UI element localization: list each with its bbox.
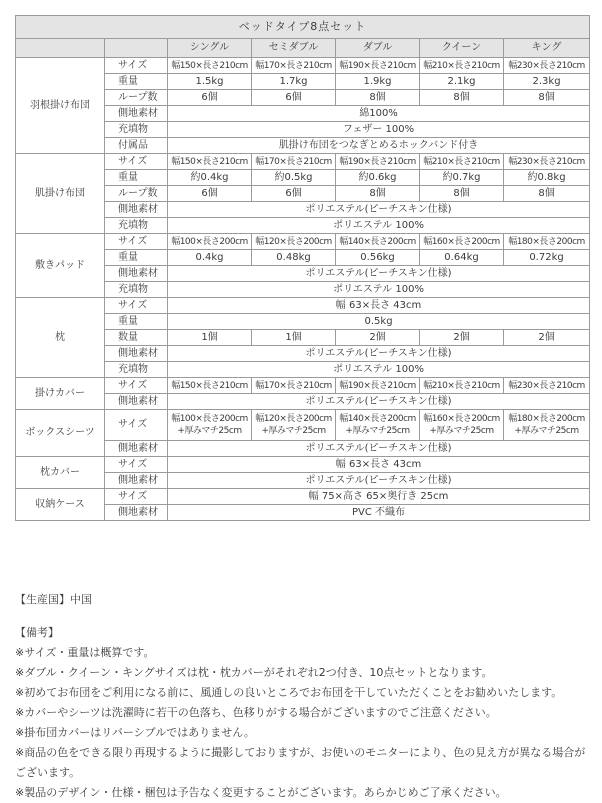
category-cell: 敷きパッド: [16, 234, 105, 298]
table-row: [16, 154, 590, 170]
attribute-label: 側地素材: [105, 394, 168, 410]
merged-value-cell: ポリエステル(ピーチスキン仕様): [168, 266, 590, 282]
merged-value-cell: フェザー 100%: [168, 122, 590, 138]
column-header: シングル: [168, 39, 252, 58]
value-cell: 幅100×長さ200cm +厚みマチ25cm: [168, 410, 252, 441]
merged-value-cell: ポリエステル 100%: [168, 362, 590, 378]
note-line: ※カバーやシーツは洗濯時に若干の色落ち、色移りがする場合がございますのでご注意ください。: [15, 706, 497, 719]
note-line: ※製品のデザイン・仕様・梱包は予告なく変更することがございます。あらかじめご了承ください。: [15, 786, 507, 799]
spec-table: [15, 15, 590, 521]
value-cell: 0.56kg: [336, 250, 420, 266]
value-cell: 約0.7kg: [420, 170, 504, 186]
merged-value-cell: 綿100%: [168, 106, 590, 122]
column-header: ダブル: [336, 39, 420, 58]
attribute-label: 付属品: [105, 138, 168, 154]
value-cell: 2.1kg: [420, 74, 504, 90]
spec-body: [16, 58, 590, 521]
value-cell: 幅170×長さ210cm: [252, 378, 336, 394]
column-header: セミダブル: [252, 39, 336, 58]
value-cell: 6個: [168, 90, 252, 106]
value-cell: 幅160×長さ200cm: [420, 234, 504, 250]
attribute-label: サイズ: [105, 234, 168, 250]
table-title: ベッドタイプ8点セット: [16, 16, 590, 39]
value-cell: 1個: [168, 330, 252, 346]
attribute-label: 充填物: [105, 362, 168, 378]
value-cell: 0.72kg: [504, 250, 590, 266]
value-cell: 幅230×長さ210cm: [504, 154, 590, 170]
value-cell: 2個: [504, 330, 590, 346]
value-cell: 8個: [504, 186, 590, 202]
category-cell: 肌掛け布団: [16, 154, 105, 234]
value-cell: 幅150×長さ210cm: [168, 58, 252, 74]
merged-value-cell: 肌掛け布団をつなぎとめるホックバンド付き: [168, 138, 590, 154]
value-cell: 8個: [504, 90, 590, 106]
merged-value-cell: 0.5kg: [168, 314, 590, 330]
attribute-label: ループ数: [105, 90, 168, 106]
value-cell: 0.4kg: [168, 250, 252, 266]
category-cell: 枕カバー: [16, 457, 105, 489]
attribute-label: 側地素材: [105, 505, 168, 521]
value-cell: 2個: [336, 330, 420, 346]
attribute-label: 重量: [105, 74, 168, 90]
attribute-label: 側地素材: [105, 473, 168, 489]
attribute-label: 側地素材: [105, 266, 168, 282]
notes-section: [15, 590, 590, 803]
attribute-label: サイズ: [105, 154, 168, 170]
attribute-label: サイズ: [105, 457, 168, 473]
value-cell: 8個: [336, 186, 420, 202]
attribute-label: ループ数: [105, 186, 168, 202]
note-line: ※商品の色をできる限り再現するように撮影しておりますが、お使いのモニターにより、色の見え方が異なる場合が: [15, 746, 586, 759]
attribute-label: 側地素材: [105, 346, 168, 362]
value-cell: 幅190×長さ210cm: [336, 58, 420, 74]
table-row: [16, 378, 590, 394]
value-cell: 幅190×長さ210cm: [336, 154, 420, 170]
attribute-label: サイズ: [105, 489, 168, 505]
value-cell: 1.7kg: [252, 74, 336, 90]
value-cell: 幅140×長さ200cm +厚みマチ25cm: [336, 410, 420, 441]
note-line: ※ダブル・クイーン・キングサイズは枕・枕カバーがそれぞれ2つ付き、10点セットとなります。: [15, 666, 493, 679]
value-cell: 幅180×長さ200cm: [504, 234, 590, 250]
value-cell: 6個: [168, 186, 252, 202]
value-cell: 幅210×長さ210cm: [420, 378, 504, 394]
value-cell: 幅160×長さ200cm +厚みマチ25cm: [420, 410, 504, 441]
merged-value-cell: ポリエステル(ピーチスキン仕様): [168, 202, 590, 218]
value-cell: 2.3kg: [504, 74, 590, 90]
attribute-label: 重量: [105, 250, 168, 266]
value-cell: 6個: [252, 186, 336, 202]
category-cell: 枕: [16, 298, 105, 378]
note-line: ※サイズ・重量は概算です。: [15, 646, 155, 659]
table-row: [16, 298, 590, 314]
table-row: [16, 58, 590, 74]
value-cell: 幅120×長さ200cm: [252, 234, 336, 250]
attribute-label: 側地素材: [105, 106, 168, 122]
value-cell: 8個: [336, 90, 420, 106]
value-cell: 0.64kg: [420, 250, 504, 266]
value-cell: 1.9kg: [336, 74, 420, 90]
corner-cell: [16, 39, 105, 58]
column-header: キング: [504, 39, 590, 58]
value-cell: 幅210×長さ210cm: [420, 154, 504, 170]
corner-cell: [105, 39, 168, 58]
value-cell: 8個: [420, 186, 504, 202]
merged-value-cell: ポリエステル(ピーチスキン仕様): [168, 441, 590, 457]
value-cell: 1.5kg: [168, 74, 252, 90]
column-header-row: [16, 39, 590, 58]
table-row: [16, 489, 590, 505]
value-cell: 幅230×長さ210cm: [504, 58, 590, 74]
merged-value-cell: 幅 75×高さ 65×奥行き 25cm: [168, 489, 590, 505]
attribute-label: 側地素材: [105, 202, 168, 218]
origin-text: 【生産国】中国: [15, 593, 92, 606]
value-cell: 幅170×長さ210cm: [252, 154, 336, 170]
category-cell: 掛けカバー: [16, 378, 105, 410]
merged-value-cell: 幅 63×長さ 43cm: [168, 298, 590, 314]
category-cell: 羽根掛け布団: [16, 58, 105, 154]
value-cell: 幅100×長さ200cm: [168, 234, 252, 250]
value-cell: 約0.4kg: [168, 170, 252, 186]
attribute-label: 重量: [105, 170, 168, 186]
attribute-label: 重量: [105, 314, 168, 330]
note-line: ※掛布団カバーはリバーシブルではありません。: [15, 726, 255, 739]
attribute-label: 数量: [105, 330, 168, 346]
column-header: クイーン: [420, 39, 504, 58]
attribute-label: 充填物: [105, 282, 168, 298]
value-cell: 幅150×長さ210cm: [168, 154, 252, 170]
merged-value-cell: ポリエステル 100%: [168, 282, 590, 298]
value-cell: 約0.6kg: [336, 170, 420, 186]
note-line: ございます。: [15, 766, 81, 779]
value-cell: 約0.8kg: [504, 170, 590, 186]
value-cell: 幅180×長さ200cm +厚みマチ25cm: [504, 410, 590, 441]
value-cell: 6個: [252, 90, 336, 106]
merged-value-cell: PVC 不織布: [168, 505, 590, 521]
value-cell: 幅140×長さ200cm: [336, 234, 420, 250]
attribute-label: 充填物: [105, 218, 168, 234]
attribute-label: サイズ: [105, 378, 168, 394]
table-row: [16, 457, 590, 473]
merged-value-cell: ポリエステル(ピーチスキン仕様): [168, 394, 590, 410]
attribute-label: 充填物: [105, 122, 168, 138]
table-row: [16, 410, 590, 441]
table-row: [16, 234, 590, 250]
value-cell: 幅210×長さ210cm: [420, 58, 504, 74]
attribute-label: サイズ: [105, 58, 168, 74]
value-cell: 幅230×長さ210cm: [504, 378, 590, 394]
value-cell: 2個: [420, 330, 504, 346]
notes-list: [15, 643, 590, 803]
category-cell: 収納ケース: [16, 489, 105, 521]
value-cell: 0.48kg: [252, 250, 336, 266]
notes-heading: 【備考】: [15, 626, 59, 639]
value-cell: 幅120×長さ200cm +厚みマチ25cm: [252, 410, 336, 441]
value-cell: 幅170×長さ210cm: [252, 58, 336, 74]
value-cell: 1個: [252, 330, 336, 346]
note-line: ※初めてお布団をご利用になる前に、風通しの良いところでお布団を干していただくことをお勧めいたします。: [15, 686, 563, 699]
value-cell: 幅190×長さ210cm: [336, 378, 420, 394]
value-cell: 8個: [420, 90, 504, 106]
value-cell: 約0.5kg: [252, 170, 336, 186]
attribute-label: 側地素材: [105, 441, 168, 457]
attribute-label: サイズ: [105, 298, 168, 314]
merged-value-cell: ポリエステル(ピーチスキン仕様): [168, 346, 590, 362]
category-cell: ボックスシーツ: [16, 410, 105, 457]
attribute-label: サイズ: [105, 410, 168, 441]
merged-value-cell: ポリエステル(ピーチスキン仕様): [168, 473, 590, 489]
value-cell: 幅150×長さ210cm: [168, 378, 252, 394]
merged-value-cell: 幅 63×長さ 43cm: [168, 457, 590, 473]
merged-value-cell: ポリエステル 100%: [168, 218, 590, 234]
